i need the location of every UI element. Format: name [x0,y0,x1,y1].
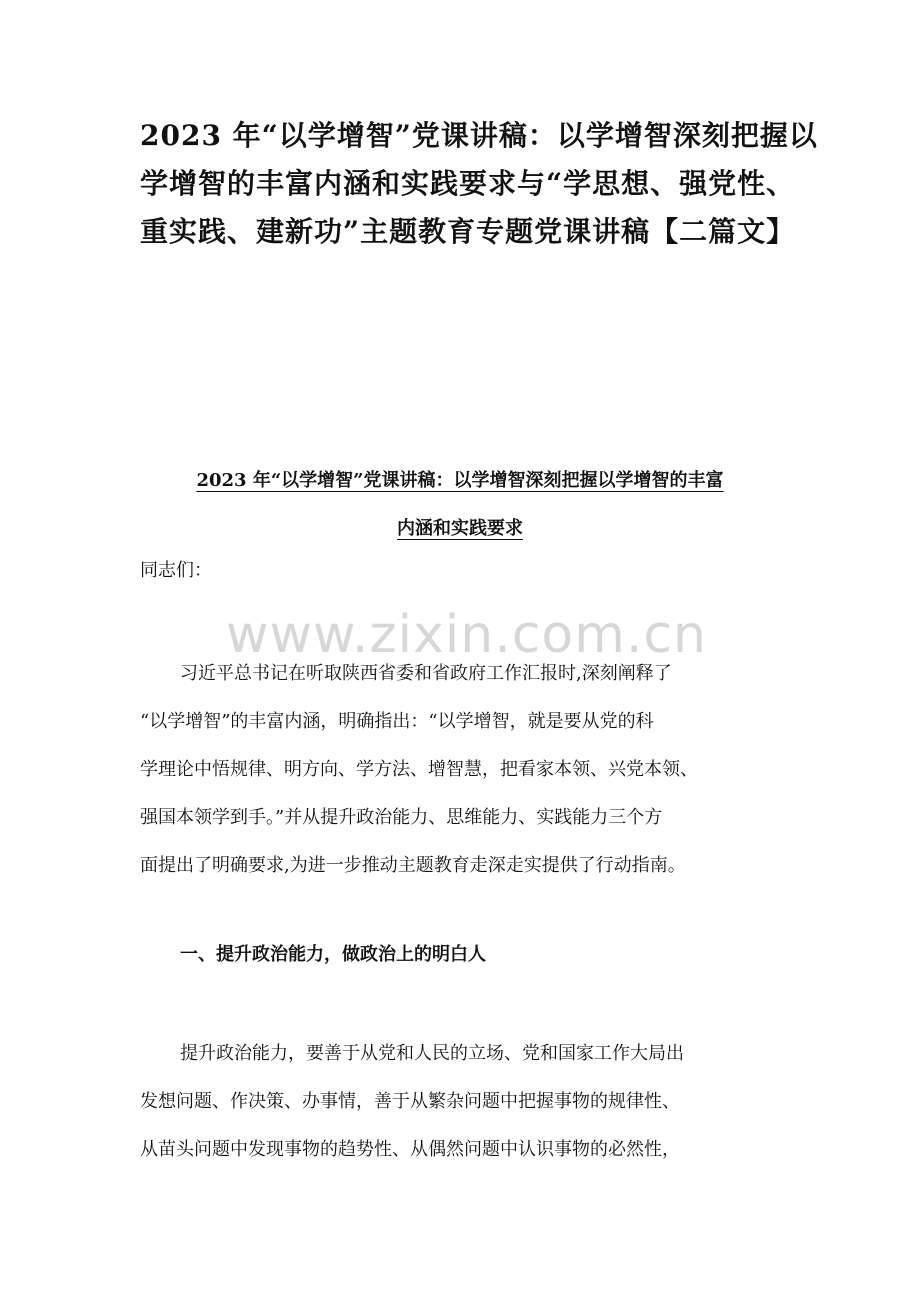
paragraph-line: 强国本领学到手。”并从提升政治能力、思维能力、实践能力三个方 [140,807,663,828]
document-title-line: 学增智的丰富内涵和实践要求与“学思想、强党性、 [140,167,796,200]
salutation: 同志们： [140,560,212,581]
paragraph-line: 提升政治能力，要善于从党和人民的立场、党和国家工作大局出 [180,1043,684,1064]
watermark: www.zixin.com.cn [226,605,707,665]
paragraph-line: “以学增智”的丰富内涵，明确指出：“以学增智，就是要从党的科 [140,711,654,732]
document-title [140,112,818,256]
paragraph-line: 习近平总书记在听取陕西省委和省政府工作汇报时,深刻阐释了 [180,663,672,684]
paragraph-line: 面提出了明确要求,为进一步推动主题教育走深走实提供了行动指南。 [140,855,686,876]
document-title-line: 2023 年“以学增智”党课讲稿：以学增智深刻把握以 [140,119,818,152]
section-title-line: 内涵和实践要求 [397,518,523,539]
body-paragraph [140,650,800,890]
section-heading: 一、提升政治能力，做政治上的明白人 [180,944,486,965]
paragraph-line: 发想问题、作决策、办事情，善于从繁杂问题中把握事物的规律性、 [140,1091,680,1112]
paragraph-line: 学理论中悟规律、明方向、学方法、增智慧，把看家本领、兴党本领、 [140,759,698,780]
paragraph-line: 从苗头问题中发现事物的趋势性、从偶然问题中认识事物的必然性， [140,1139,680,1160]
section-title-line: 2023 年“以学增智”党课讲稿：以学增智深刻把握以学增智的丰富 [196,470,724,491]
section-title [140,458,780,552]
body-paragraph [140,1030,800,1174]
document-title-line: 重实践、建新功”主题教育专题党课讲稿【二篇文】 [140,215,796,248]
